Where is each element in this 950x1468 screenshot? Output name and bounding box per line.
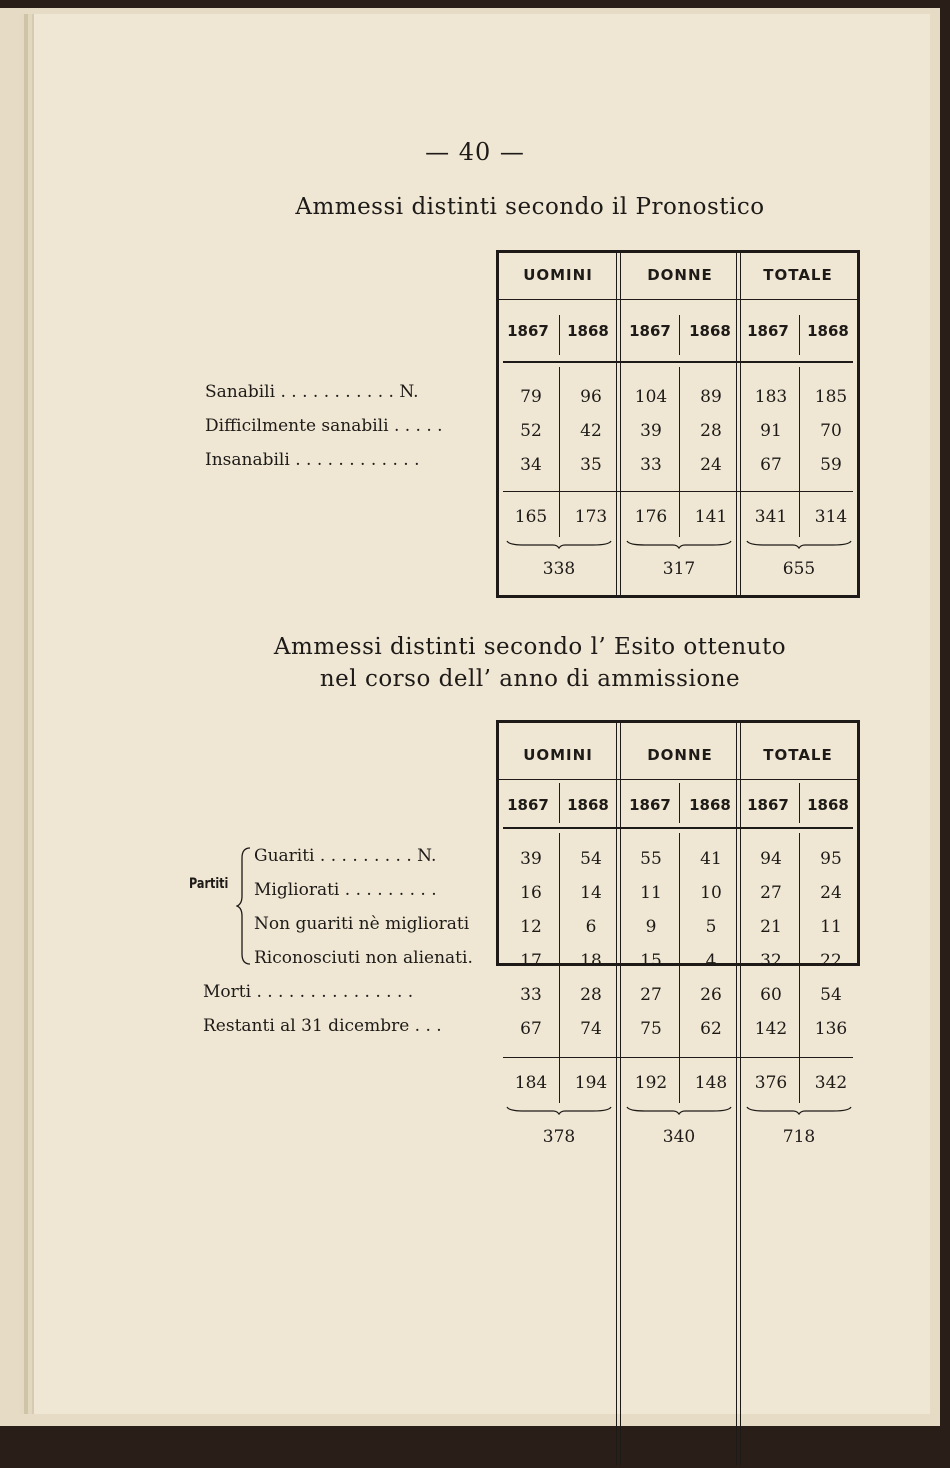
table1-row-label: Difficilmente sanabili . . . . . — [205, 416, 443, 436]
grand-total: 340 — [662, 1127, 696, 1147]
cell: 24 — [700, 455, 722, 475]
brace — [745, 1105, 853, 1115]
cell: 4 — [705, 951, 717, 971]
group-header: UOMINI — [523, 266, 593, 284]
partiti-label: Partiti — [189, 876, 229, 892]
sum-cell: 173 — [574, 507, 608, 527]
cell: 5 — [705, 917, 717, 937]
cell: 14 — [580, 883, 602, 903]
rule — [679, 367, 680, 537]
year-header: 1868 — [689, 322, 731, 340]
cell: 183 — [754, 387, 788, 407]
cell: 95 — [820, 849, 842, 869]
group-header: TOTALE — [763, 266, 833, 284]
cell: 96 — [580, 387, 602, 407]
cell: 17 — [520, 951, 542, 971]
cell: 26 — [700, 985, 722, 1005]
rule — [559, 367, 560, 537]
cell: 15 — [640, 951, 662, 971]
rule — [559, 315, 560, 355]
rule — [616, 253, 621, 595]
rule — [616, 723, 621, 1465]
cell: 32 — [760, 951, 782, 971]
rule — [799, 783, 800, 823]
sum-cell: 176 — [634, 507, 668, 527]
sum-cell: 141 — [694, 507, 728, 527]
brace — [505, 539, 613, 549]
cell: 10 — [700, 883, 722, 903]
table2-row-label: Morti . . . . . . . . . . . . . . . — [203, 982, 414, 1002]
cell: 75 — [640, 1019, 662, 1039]
year-header: 1867 — [629, 322, 671, 340]
grand-total: 378 — [542, 1127, 576, 1147]
year-header: 1867 — [507, 322, 549, 340]
sum-cell: 376 — [754, 1073, 788, 1093]
year-header: 1867 — [747, 796, 789, 814]
sum-cell: 194 — [574, 1073, 608, 1093]
cell: 62 — [700, 1019, 722, 1039]
cell: 104 — [634, 387, 668, 407]
year-header: 1867 — [747, 322, 789, 340]
cell: 142 — [754, 1019, 788, 1039]
sum-cell: 342 — [814, 1073, 848, 1093]
rule — [736, 723, 741, 1465]
rule — [499, 779, 857, 780]
cell: 33 — [520, 985, 542, 1005]
year-header: 1868 — [567, 322, 609, 340]
grand-total: 655 — [782, 559, 816, 579]
sum-cell: 148 — [694, 1073, 728, 1093]
rule — [503, 1057, 853, 1058]
rule — [679, 783, 680, 823]
cell: 136 — [814, 1019, 848, 1039]
group-header: TOTALE — [763, 746, 833, 764]
cell: 89 — [700, 387, 722, 407]
year-header: 1867 — [507, 796, 549, 814]
sum-cell: 341 — [754, 507, 788, 527]
sum-cell: 165 — [514, 507, 548, 527]
brace — [625, 1105, 733, 1115]
cell: 60 — [760, 985, 782, 1005]
cell: 70 — [820, 421, 842, 441]
cell: 28 — [580, 985, 602, 1005]
cell: 27 — [760, 883, 782, 903]
cell: 12 — [520, 917, 542, 937]
cell: 21 — [760, 917, 782, 937]
table2-row-label: Restanti al 31 dicembre . . . — [203, 1016, 442, 1036]
cell: 34 — [520, 455, 542, 475]
cell: 6 — [585, 917, 597, 937]
rule — [799, 833, 800, 1103]
table2-row-label: Migliorati . . . . . . . . . — [254, 880, 437, 900]
rule — [736, 253, 741, 595]
cell: 54 — [820, 985, 842, 1005]
sum-cell: 314 — [814, 507, 848, 527]
table2-row-label: Non guariti nè migliorati — [254, 914, 470, 934]
brace — [505, 1105, 613, 1115]
cell: 16 — [520, 883, 542, 903]
brace — [625, 539, 733, 549]
cell: 11 — [640, 883, 662, 903]
cell: 59 — [820, 455, 842, 475]
rule — [503, 827, 853, 829]
page-number: — 40 — — [425, 138, 525, 166]
cell: 67 — [760, 455, 782, 475]
cell: 39 — [640, 421, 662, 441]
cell: 41 — [700, 849, 722, 869]
cell: 52 — [520, 421, 542, 441]
grand-total: 718 — [782, 1127, 816, 1147]
group-header: DONNE — [647, 746, 713, 764]
cell: 74 — [580, 1019, 602, 1039]
cell: 79 — [520, 387, 542, 407]
year-header: 1868 — [689, 796, 731, 814]
cell: 39 — [520, 849, 542, 869]
year-header: 1868 — [567, 796, 609, 814]
grand-total: 338 — [542, 559, 576, 579]
cell: 18 — [580, 951, 602, 971]
cell: 33 — [640, 455, 662, 475]
cell: 185 — [814, 387, 848, 407]
cell: 9 — [645, 917, 657, 937]
group-header: UOMINI — [523, 746, 593, 764]
sum-cell: 184 — [514, 1073, 548, 1093]
rule — [679, 315, 680, 355]
rule — [799, 315, 800, 355]
rule — [679, 833, 680, 1103]
table2-row-label: Riconosciuti non alienati. — [254, 948, 473, 968]
table2-row-label: Guariti . . . . . . . . . N. — [254, 846, 437, 866]
table2-title-line1: Ammessi distinti secondo l’ Esito ottenuto — [273, 634, 787, 660]
cell: 27 — [640, 985, 662, 1005]
year-header: 1867 — [629, 796, 671, 814]
brace — [745, 539, 853, 549]
grand-total: 317 — [662, 559, 696, 579]
partiti-brace — [236, 846, 252, 966]
table2-title-line2: nel corso dell’ anno di ammissione — [319, 666, 741, 692]
table1-row-label: Sanabili . . . . . . . . . . . N. — [205, 382, 419, 402]
group-header: DONNE — [647, 266, 713, 284]
cell: 55 — [640, 849, 662, 869]
cell: 11 — [820, 917, 842, 937]
rule — [799, 367, 800, 537]
cell: 35 — [580, 455, 602, 475]
cell: 42 — [580, 421, 602, 441]
rule — [559, 833, 560, 1103]
rule — [503, 361, 853, 363]
table1-row-label: Insanabili . . . . . . . . . . . . — [205, 450, 420, 470]
table1-title: Ammessi distinti secondo il Pronostico — [295, 194, 765, 220]
table1 — [496, 250, 860, 598]
rule — [559, 783, 560, 823]
cell: 28 — [700, 421, 722, 441]
rule — [503, 491, 853, 492]
cell: 24 — [820, 883, 842, 903]
book-page — [34, 14, 930, 1414]
table2-frame — [496, 720, 860, 1147]
cell: 91 — [760, 421, 782, 441]
cell: 67 — [520, 1019, 542, 1039]
year-header: 1868 — [807, 796, 849, 814]
rule — [499, 299, 857, 300]
year-header: 1868 — [807, 322, 849, 340]
cell: 54 — [580, 849, 602, 869]
sum-cell: 192 — [634, 1073, 668, 1093]
cell: 22 — [820, 951, 842, 971]
cell: 94 — [760, 849, 782, 869]
